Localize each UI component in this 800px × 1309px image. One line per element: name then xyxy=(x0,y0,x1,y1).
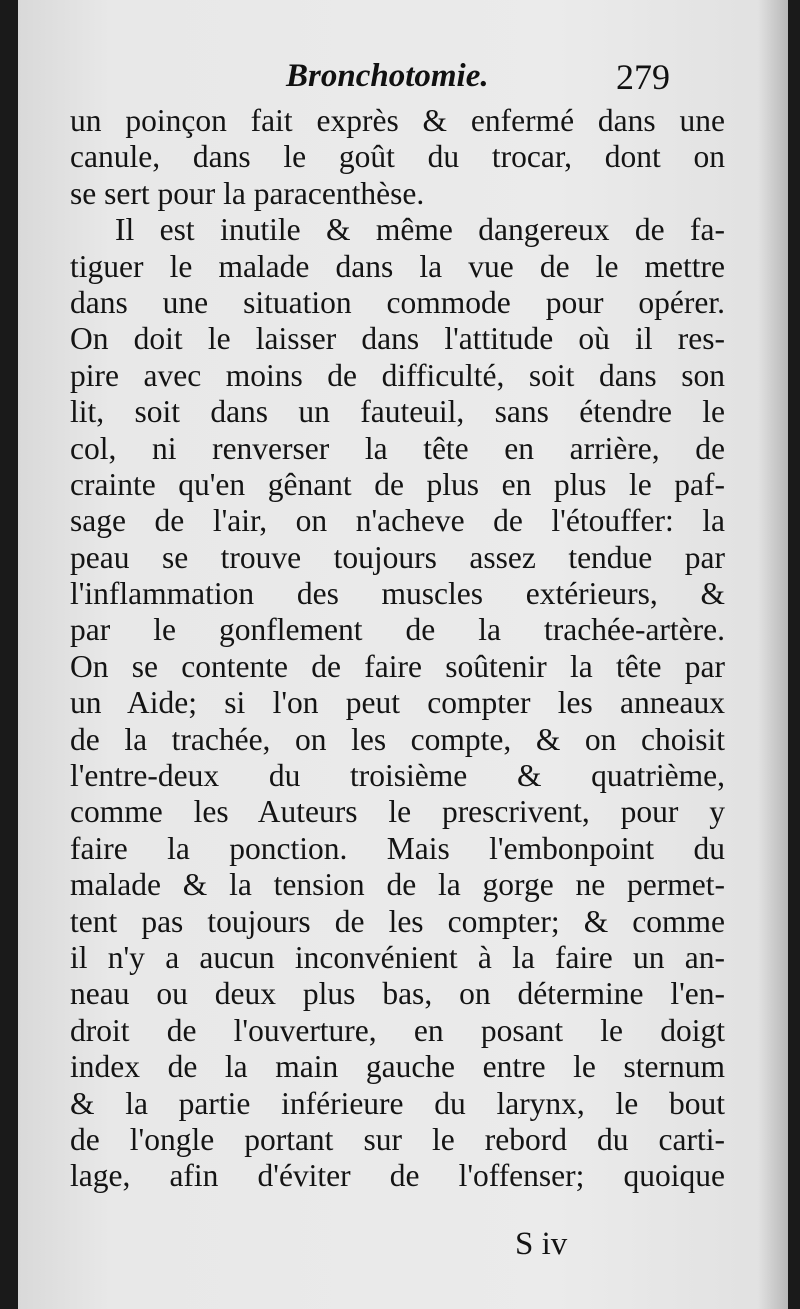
text-line: On se contente de faire soûtenir la tête par xyxy=(70,648,725,684)
text-line: canule, dans le goût du trocar, dont on xyxy=(70,139,725,175)
text-line: lit, soit dans un fauteuil, sans étendre le xyxy=(70,394,725,430)
text-line: neau ou deux plus bas, on détermine l'en- xyxy=(70,976,725,1012)
text-line: pire avec moins de difficulté, soit dans son xyxy=(70,357,725,393)
text-line: sage de l'air, on n'acheve de l'étouffer: la xyxy=(70,503,725,539)
text-line: crainte qu'en gênant de plus en plus le paf- xyxy=(70,466,725,502)
text-line: index de la main gauche entre le sternum xyxy=(70,1049,725,1085)
text-line: faire la ponction. Mais l'embonpoint du xyxy=(70,830,725,866)
text-line: & la partie inférieure du larynx, le bout xyxy=(70,1085,725,1121)
text-line: tiguer le malade dans la vue de le mettre xyxy=(70,248,725,284)
text-line: un poinçon fait exprès & enfermé dans une xyxy=(70,103,725,138)
page-number: 279 xyxy=(616,57,670,97)
signature-mark: S iv xyxy=(515,1226,568,1262)
page-edge-shadow xyxy=(758,0,788,1309)
text-line: peau se trouve toujours assez tendue par xyxy=(70,539,725,575)
text-line: comme les Auteurs le prescrivent, pour y xyxy=(70,794,725,830)
text-line: de la trachée, on les compte, & on choisit xyxy=(70,721,725,757)
text-line: de l'ongle portant sur le rebord du carti- xyxy=(70,1121,725,1157)
text-line: tent pas toujours de les compter; & comme xyxy=(70,903,725,939)
text-line: droit de l'ouverture, en posant le doigt xyxy=(70,1012,725,1048)
text-line: malade & la tension de la gorge ne permet- xyxy=(70,867,725,903)
text-line: par le gonflement de la trachée-artère. xyxy=(70,612,725,648)
book-page xyxy=(18,0,788,1309)
text-line: l'inflammation des muscles extérieurs, & xyxy=(70,576,725,612)
text-line: se sert pour la paracenthèse. xyxy=(70,175,425,211)
page-header xyxy=(18,58,788,108)
text-line: il n'y a aucun inconvénient à la faire un an- xyxy=(70,939,725,975)
text-line: col, ni renverser la tête en arrière, de xyxy=(70,430,725,466)
text-line: lage, afin d'éviter de l'offenser; quoique xyxy=(70,1158,725,1194)
text-line: dans une situation commode pour opérer. xyxy=(70,284,725,320)
running-title: Bronchotomie. xyxy=(286,58,489,94)
text-line: l'entre-deux du troisième & quatrième, xyxy=(70,758,725,794)
text-line: On doit le laisser dans l'attitude où il res- xyxy=(70,321,725,357)
text-line: un Aide; si l'on peut compter les anneaux xyxy=(70,685,725,721)
body-text xyxy=(70,103,725,1195)
text-line: Il est inutile & même dangereux de fa- xyxy=(115,212,725,248)
